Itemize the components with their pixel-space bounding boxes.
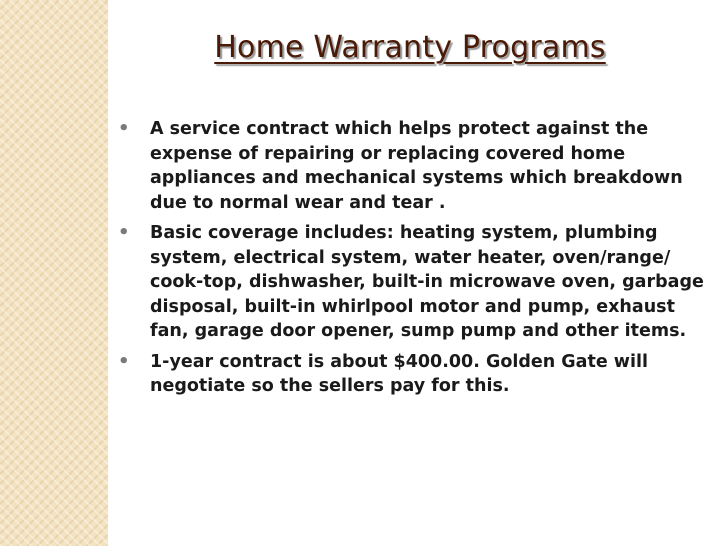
bullet-item [116,350,706,399]
decorative-side-band [0,0,108,546]
bullet-text: 1-year contract is about $400.00. Golden Gate will negotiate so the sellers pay for this. [150,351,648,396]
bullet-text: A service contract which helps protect against the expense of repairing or replacing covered home appliances and mechanical systems which breakdown due to normal wear and tear . [150,119,683,213]
bullet-dot-icon: • [118,118,130,139]
bullet-dot-icon: • [118,222,130,243]
bullet-item [116,221,706,344]
slide-title: Home Warranty Programs [214,30,606,65]
bullet-text: Basic coverage includes: heating system, plumbing system, electrical system, water heater, oven/range/ cook-top, dishwasher, built-in microwave oven, garbage disposal, built-in whirlpool motor and pump, exhaust fan, garage door opener, sump pump and other items. [150,223,704,341]
bullet-dot-icon: • [118,350,130,372]
bullet-list [116,117,706,405]
bullet-item [116,117,706,215]
